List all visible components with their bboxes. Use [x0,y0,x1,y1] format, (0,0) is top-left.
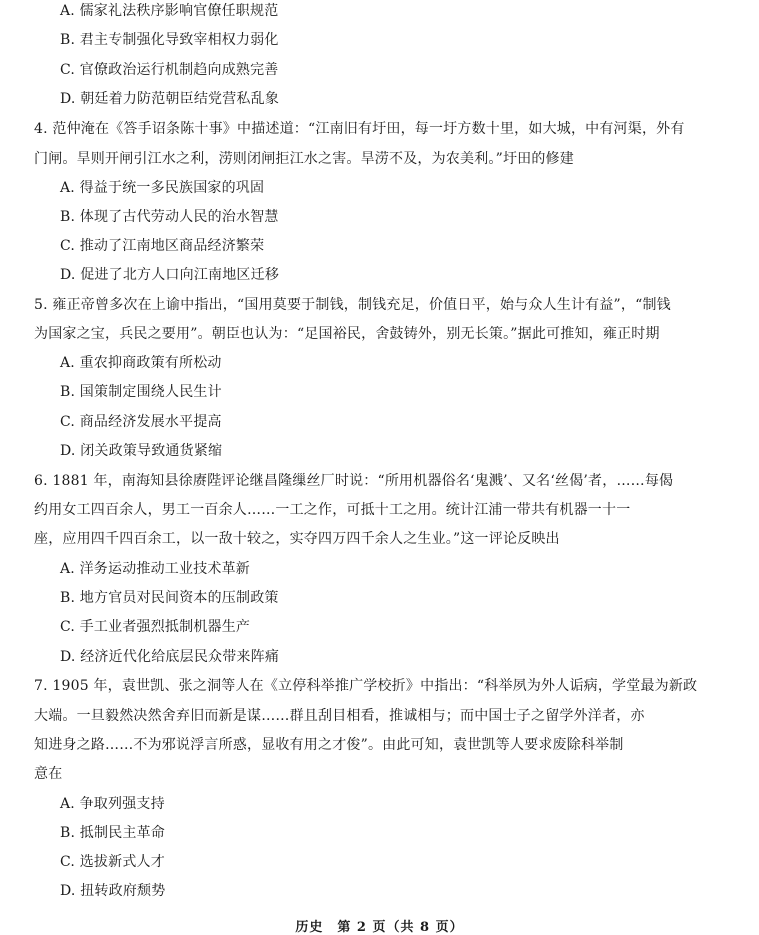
q3-option-a: A. 儒家礼法秩序影响官僚任职规范 [60,3,279,19]
q7-option-a: A. 争取列强支持 [60,796,165,812]
q3-option-c: C. 官僚政治运行机制趋向成熟完善 [60,62,279,78]
q6-option-a: A. 洋务运动推动工业技术革新 [60,561,251,577]
q7-stem-line3: 知进身之路……不为邪说浮言所惑，显收有用之才俊”。由此可知，袁世凯等人要求废除科举制 [34,737,624,753]
q3-option-b: B. 君主专制强化导致宰相权力弱化 [60,32,279,48]
q6-option-c: C. 手工业者强烈抵制机器生产 [60,619,251,635]
q4-option-b: B. 体现了古代劳动人民的治水智慧 [60,209,279,225]
q7-option-b: B. 抵制民主革命 [60,825,165,841]
q5-option-c: C. 商品经济发展水平提高 [60,414,222,430]
page-footer: 历史 第 2 页（共 8 页） [295,920,464,935]
q6-stem-line2: 约用女工四百余人，男工一百余人……一工之作，可抵十工之用。统计江浦一带共有机器一十一 [34,502,631,518]
q4-stem-line1: 4. 范仲淹在《答手诏条陈十事》中描述道：“江南旧有圩田，每一圩方数十里，如大城，中有河渠，外有 [34,121,685,137]
q7-option-d: D. 扭转政府颓势 [60,883,166,899]
q7-option-c: C. 选拔新式人才 [60,854,165,870]
q6-option-d: D. 经济近代化给底层民众带来阵痛 [60,649,280,665]
q5-option-b: B. 国策制定围绕人民生计 [60,384,222,400]
q6-stem-line3: 座，应用四千四百余工，以一敌十较之，实夺四万四千余人之生业。”这一评论反映出 [34,531,560,547]
q5-option-a: A. 重农抑商政策有所松动 [60,355,222,371]
q4-stem-line2: 门闸。旱则开闸引江水之利，涝则闭闸拒江水之害。旱涝不及，为农美利。”圩田的修建 [34,151,574,167]
q4-option-a: A. 得益于统一多民族国家的巩固 [60,180,265,196]
q7-stem-line1: 7. 1905 年，袁世凯、张之洞等人在《立停科举推广学校折》中指出：“科举夙为外人诟病，学堂最为新政 [34,678,698,694]
q7-stem-line2: 大端。一旦毅然决然舍弃旧而新是谋……群且刮目相看，推诚相与；而中国士子之留学外洋者，亦 [34,708,645,724]
q6-stem-line1: 6. 1881 年，南海知县徐赓陛评论继昌隆缫丝厂时说：“所用机器俗名‘鬼溅’、又名‘丝偈’者，……每偈 [34,473,674,489]
q5-stem-line2: 为国家之宝，兵民之要用”。朝臣也认为：“足国裕民，舍鼓铸外，别无长策。”据此可推知，雍正时期 [34,326,660,342]
q5-option-d: D. 闭关政策导致通货紧缩 [60,443,223,459]
q4-option-c: C. 推动了江南地区商品经济繁荣 [60,238,265,254]
q7-stem-line4: 意在 [34,766,63,782]
q5-stem-line1: 5. 雍正帝曾多次在上谕中指出，“国用莫要于制钱，制钱充足，价值日平，始与众人生计有益”，“制钱 [34,297,671,313]
q6-option-b: B. 地方官员对民间资本的压制政策 [60,590,279,606]
q3-option-d: D. 朝廷着力防范朝臣结党营私乱象 [60,91,280,107]
q4-option-d: D. 促进了北方人口向江南地区迁移 [60,267,280,283]
